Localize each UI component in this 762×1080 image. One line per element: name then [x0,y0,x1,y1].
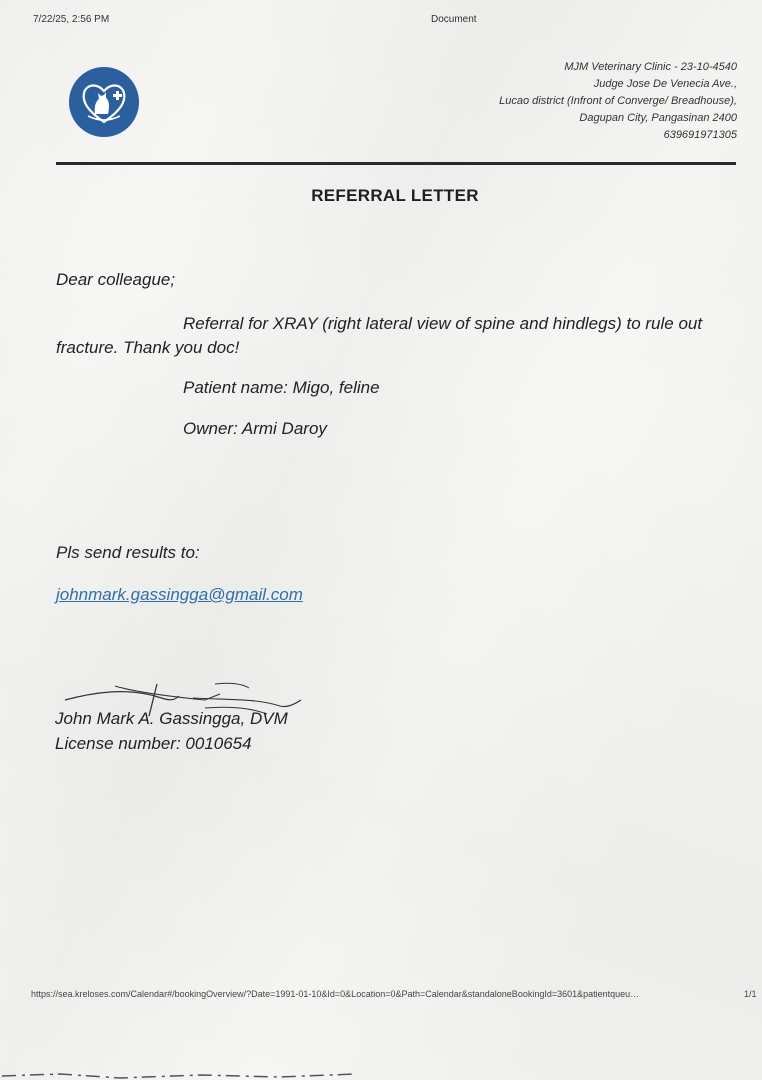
clinic-logo [68,66,140,138]
owner-name: Owner: Armi Daroy [183,419,327,438]
referral-text-line2: fracture. Thank you doc! [56,338,240,357]
print-header-title: Document [431,14,477,25]
letter-title: REFERRAL LETTER [311,186,479,205]
clinic-address-line2: Lucao district (Infront of Converge/ Breadhouse), [499,95,737,107]
referral-text-line1: Referral for XRAY (right lateral view of spine and hindlegs) to rule out [183,314,703,333]
scan-edge-artifact [0,1066,360,1080]
clinic-address-line1: Judge Jose De Venecia Ave., [593,78,737,90]
print-header-date: 7/22/25, 2:56 PM [33,14,110,25]
send-results-label: Pls send results to: [56,543,200,562]
clinic-address-block [417,59,737,144]
patient-name: Patient name: Migo, feline [183,378,380,397]
header-divider [56,162,736,165]
print-footer-url: https://sea.kreloses.com/Calendar#/bookingOverview/?Date=1991-01-10&Id=0&Location=0&Path=Calendar&standaloneBookingId=3601&patientqueu… [31,989,640,999]
salutation: Dear colleague; [56,270,176,289]
license-number: License number: 0010654 [55,734,252,753]
clinic-phone: 639691971305 [663,129,737,141]
print-footer-page: 1/1 [744,989,757,999]
clinic-address-line3: Dagupan City, Pangasinan 2400 [579,112,737,124]
results-email-link[interactable]: johnmark.gassingga@gmail.com [56,585,303,604]
clinic-name-line: MJM Veterinary Clinic - 23-10-4540 [564,61,737,73]
signatory-name: John Mark A. Gassingga, DVM [55,709,288,728]
